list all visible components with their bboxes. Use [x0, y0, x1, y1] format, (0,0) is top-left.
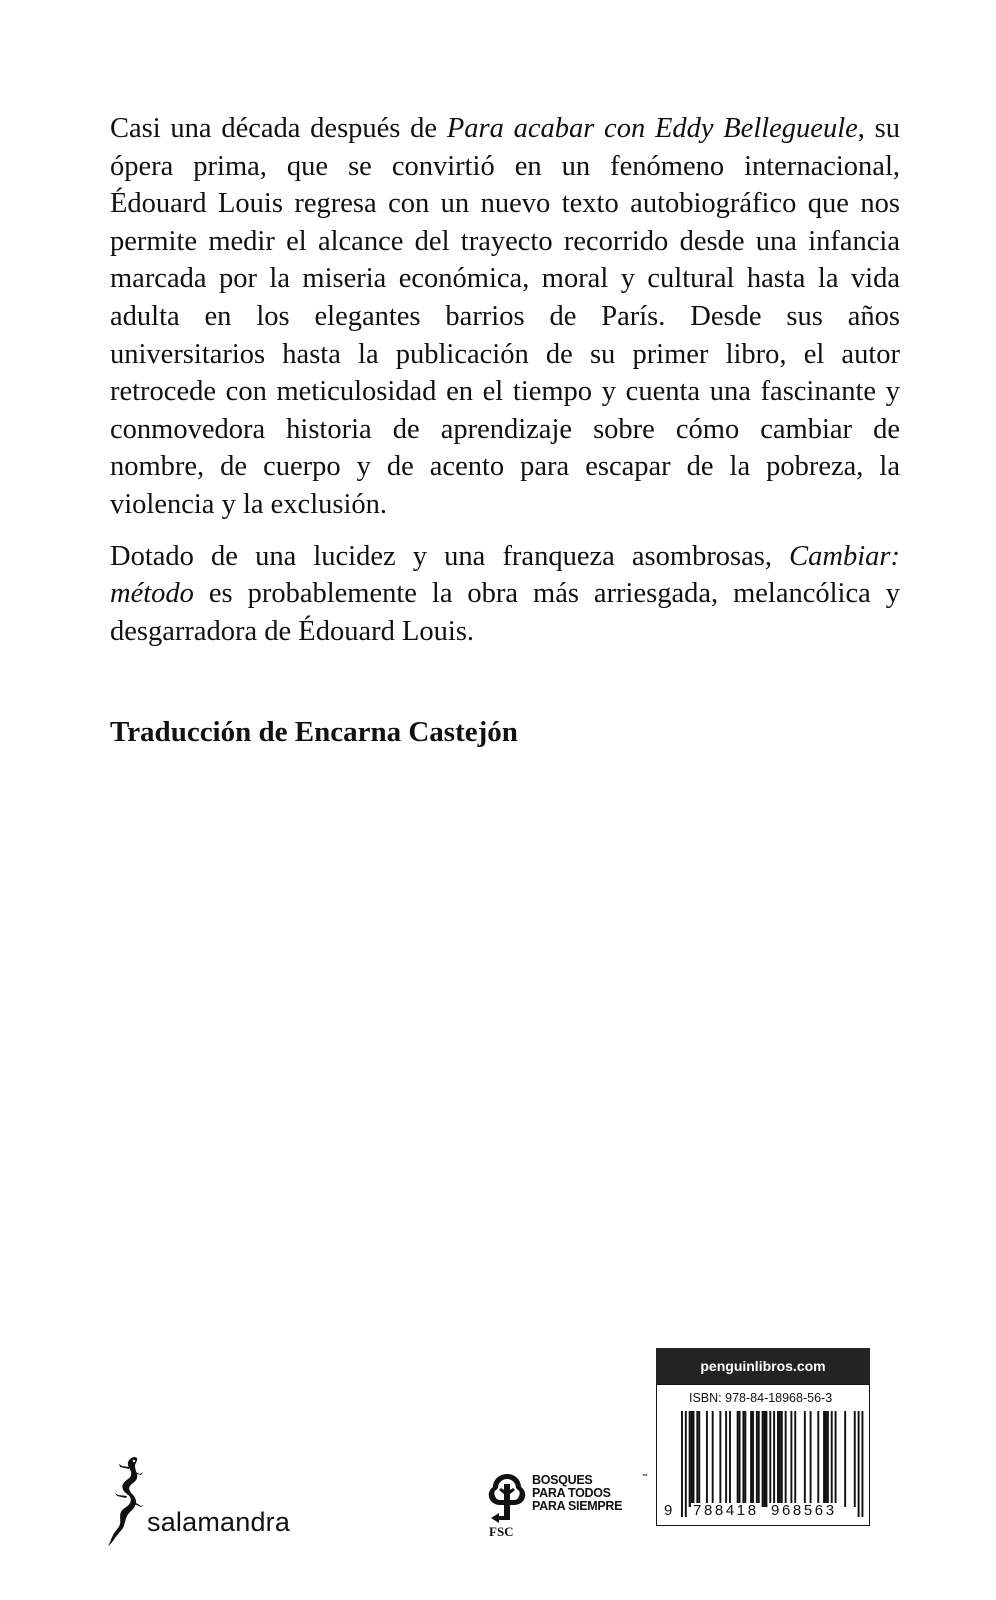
fsc-slogan-line-3: PARA SIEMPRE: [532, 1499, 623, 1513]
barcode-bar: [794, 1411, 796, 1507]
fsc-certification: [485, 1472, 655, 1552]
barcode-bar: [719, 1411, 721, 1507]
barcode-bar: [844, 1411, 846, 1507]
barcode-bar: [790, 1411, 792, 1507]
blurb-text: [110, 110, 900, 650]
barcode-bar: [823, 1411, 825, 1507]
barcode-guard-bar: [681, 1411, 683, 1517]
blurb-p2-rest: es probablemente la obra más arriesgada, melancólica y desgarradora de Édouard Louis.: [110, 578, 900, 647]
fsc-slogan: [532, 1474, 652, 1513]
fsc-slogan-line-2: PARA TODOS: [532, 1486, 611, 1500]
ean-lead-digit: 9: [664, 1502, 673, 1519]
blurb-p1-rest: , su ópera prima, que se convirtió en un fenómeno internacional, Édouard Louis regresa con un nuevo texto autobiográfico que nos permite medir el alcance del trayecto recorrido desde una infancia marcada por la miseria económica, moral y cultural hasta la vida adulta en los elegantes barrios de París. Desde sus años universitarios hasta la publicación de su primer libro, el autor retrocede con meticulosidad en el tiempo y cuenta una fascinante y conmovedora historia de aprendizaje sobre cómo cambiar de nombre, de cuerpo y de acento para escapar de la pobreza, la violencia y la exclusión.: [110, 113, 900, 520]
barcode-bar: [725, 1411, 727, 1507]
barcode-bar: [691, 1411, 693, 1507]
blurb-paragraph-2: [110, 538, 900, 651]
barcode-guard-bar: [861, 1411, 863, 1517]
barcode-bar: [696, 1411, 698, 1507]
fsc-label: FSC: [489, 1524, 514, 1539]
barcode-bar: [779, 1411, 781, 1507]
barcode-guard-bar: [685, 1411, 687, 1517]
translator-credit: Traducción de Encarna Castejón: [110, 716, 518, 748]
blurb-paragraph-1: [110, 110, 900, 524]
barcode-bar: [777, 1411, 779, 1507]
barcode-bar: [831, 1411, 833, 1507]
barcode-bar: [764, 1411, 766, 1507]
barcode-bar: [742, 1411, 744, 1507]
barcode-bar: [835, 1411, 837, 1507]
barcode-bar: [744, 1411, 746, 1507]
barcode-bar: [739, 1411, 741, 1507]
blurb-p1-start: Casi una década después de: [110, 113, 447, 144]
website-band: penguinlibros.com: [656, 1348, 870, 1384]
blurb-p2-start: Dotado de una lucidez y una franqueza asombrosas,: [110, 540, 790, 572]
fsc-slogan-line-1: BOSQUES: [532, 1473, 593, 1487]
publisher-logo: [105, 1453, 305, 1553]
barcode-bar: [706, 1411, 708, 1507]
salamander-icon: [105, 1453, 149, 1553]
fsc-tree-icon: [485, 1472, 529, 1524]
barcode-bar: [765, 1411, 767, 1507]
barcode-bar: [825, 1411, 827, 1507]
barcode-bar: [827, 1411, 829, 1507]
barcode-bar: [804, 1411, 806, 1507]
ean-right-digits: 968563: [771, 1502, 837, 1519]
barcode-bar: [758, 1411, 760, 1507]
barcode-bar: [756, 1411, 758, 1507]
barcode-bar: [712, 1411, 714, 1507]
barcode-bar: [689, 1411, 691, 1507]
barcode-bar: [698, 1411, 700, 1507]
barcode-bar: [737, 1411, 739, 1507]
barcode-bar: [854, 1411, 856, 1507]
ean-left-digits: 788418: [693, 1502, 759, 1519]
isbn-text: ISBN: 978-84-18968-56-3: [689, 1391, 833, 1405]
barcode-bar: [752, 1411, 754, 1507]
barcode-bar: [817, 1411, 819, 1507]
barcode-bar: [729, 1411, 731, 1507]
book-title: Cambiar: método: [110, 540, 900, 610]
publisher-name: salamandra: [147, 1507, 291, 1537]
barcode-box: [656, 1384, 870, 1526]
book-title-reference: Para acabar con Eddy Bellegueule: [446, 113, 858, 144]
barcode-guard-bar: [858, 1411, 860, 1517]
barcode-bar: [810, 1411, 812, 1507]
fsc-trademark: ™: [642, 1474, 648, 1480]
barcode-bar: [762, 1411, 764, 1507]
barcode-bar: [693, 1411, 695, 1507]
barcode-bar: [781, 1411, 783, 1507]
barcode-bar: [785, 1411, 787, 1507]
barcode-bar: [750, 1411, 752, 1507]
